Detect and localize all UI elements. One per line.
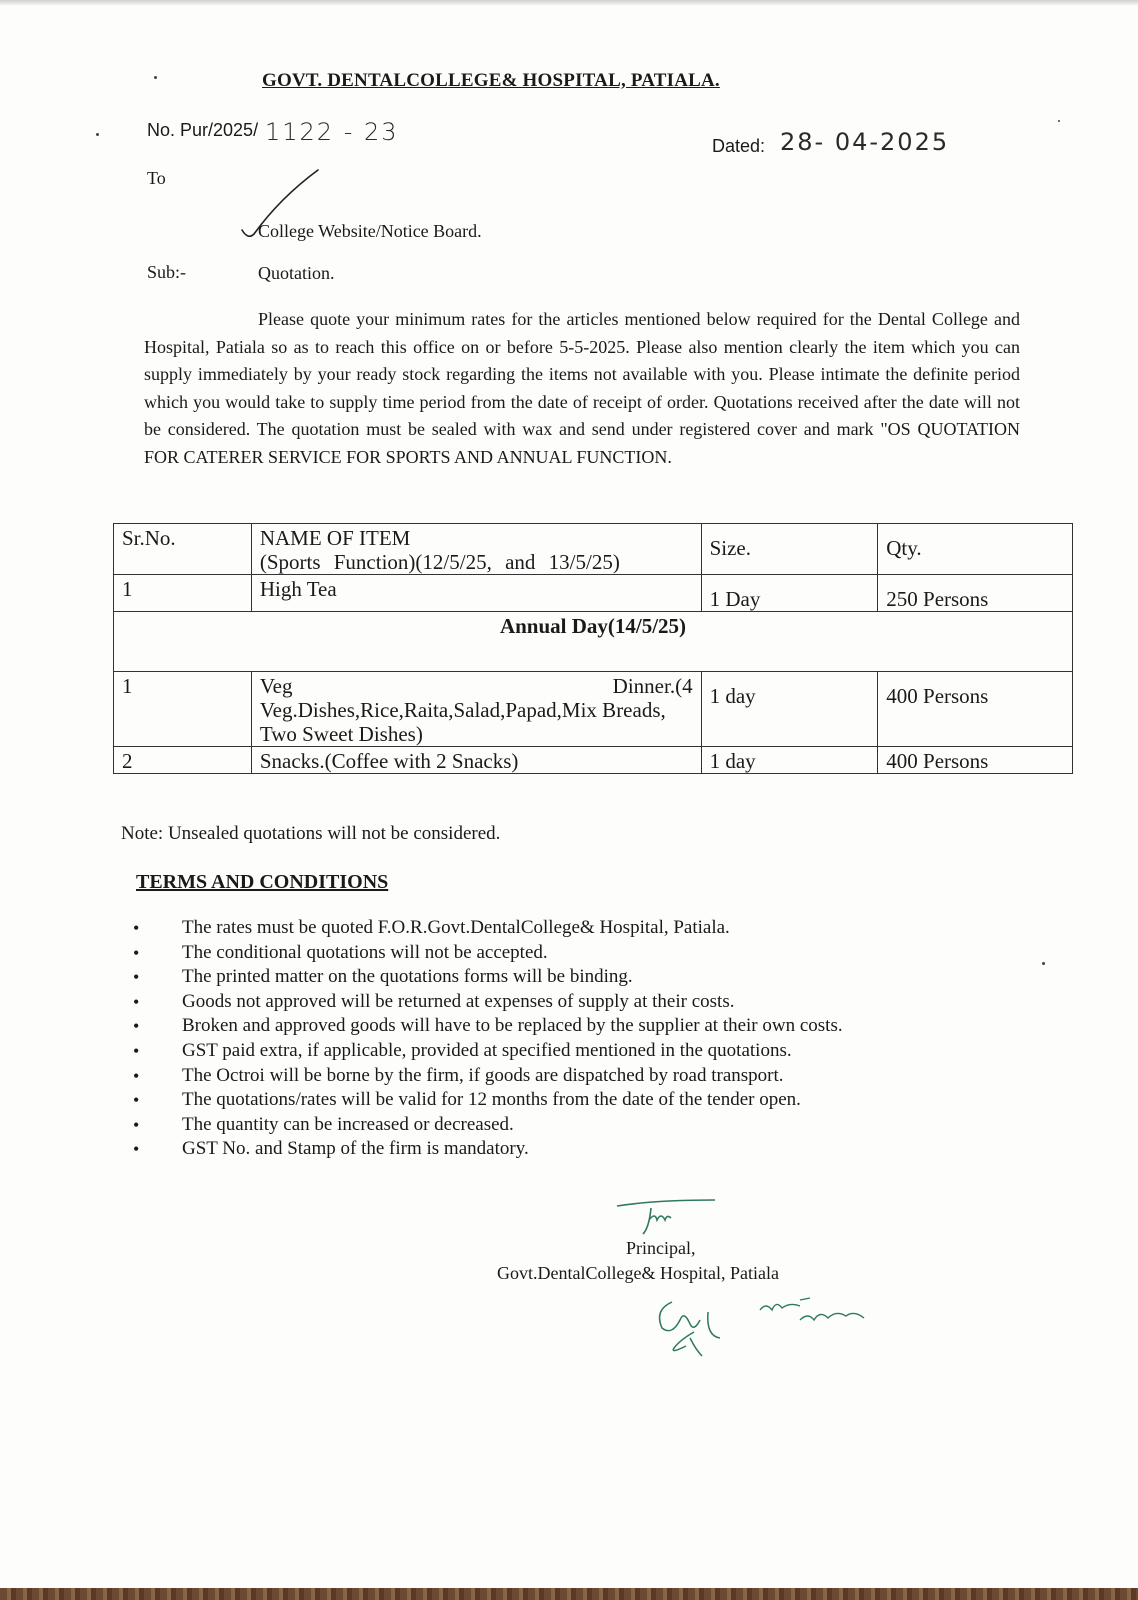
body-paragraph: Please quote your minimum rates for the articles mentioned below required for the Dental College and Hospital, Patiala so as to reach this office on or before 5-5-2025. Please also mention clearly the item which you can supply immediately by your ready stock regarding the items not available with you. Please intimate the definite period which you would take to supply time period from the date of receipt of order. Quotations received after the date will not be considered. The quotation must be sealed with wax and send under registered cover and mark "OS QUOTATION FOR CATERER SERVICE FOR SPORTS AND ANNUAL FUNCTION.: [144, 309, 1020, 467]
dated-value-handwritten: 28- 04-2025: [780, 128, 950, 156]
principal-signature-icon: [615, 1198, 725, 1243]
row-item: Snacks.(Coffee with 2 Snacks): [251, 747, 701, 774]
header-item-line1: NAME OF ITEM: [259, 526, 411, 550]
scan-speck: [1042, 962, 1045, 965]
bullet-icon: •: [133, 1139, 140, 1160]
term-text: GST No. and Stamp of the firm is mandatory.: [182, 1138, 529, 1160]
scan-speck: [154, 76, 157, 79]
terms-list: [133, 916, 1033, 1162]
row-item-right: Dinner.(4: [612, 674, 693, 698]
header-item: [251, 524, 701, 575]
bullet-icon: •: [133, 967, 140, 988]
row-item-left: Veg: [259, 674, 293, 698]
list-item: [133, 1113, 1033, 1138]
list-item: [133, 941, 1033, 966]
list-item: [133, 990, 1033, 1015]
addressee: College Website/Notice Board.: [258, 221, 482, 241]
row-size: 1 day: [701, 747, 878, 774]
header-qty: Qty.: [878, 524, 1073, 575]
terms-heading: TERMS AND CONDITIONS: [136, 871, 389, 893]
list-item: [133, 1088, 1033, 1113]
row-sr: 2: [114, 747, 252, 774]
bullet-icon: •: [133, 1114, 140, 1135]
term-text: Broken and approved goods will have to be replaced by the supplier at their own costs.: [182, 1015, 843, 1037]
dated-label: Dated:: [712, 136, 766, 156]
term-text: The quantity can be increased or decreased.: [182, 1113, 514, 1135]
term-text: The Octroi will be borne by the firm, if goods are dispatched by road transport.: [182, 1064, 784, 1086]
to-label: To: [147, 168, 166, 188]
list-item: [133, 1064, 1033, 1089]
bullet-icon: •: [133, 1090, 140, 1111]
table-header-row: [114, 524, 1073, 575]
table-note: Note: Unsealed quotations will not be considered.: [121, 823, 501, 844]
term-text: The printed matter on the quotations forms will be binding.: [182, 966, 633, 988]
header-item-line2: (Sports Function)(12/5/25, and 13/5/25): [259, 550, 620, 574]
annual-day-heading: Annual Day(14/5/25): [114, 612, 1073, 672]
reference-label: No. Pur/2025/: [147, 120, 259, 140]
list-item: [133, 916, 1033, 941]
bullet-icon: •: [133, 1040, 140, 1061]
row-item: [251, 672, 701, 747]
signatory-office: Govt.DentalCollege& Hospital, Patiala: [497, 1263, 779, 1283]
row-qty: 250 Persons: [878, 575, 1073, 612]
annual-day-section-row: [114, 612, 1073, 672]
header-sr-no: Sr.No.: [114, 524, 252, 575]
scan-speck: [1058, 120, 1060, 122]
row-qty: 400 Persons: [878, 672, 1073, 747]
term-text: The rates must be quoted F.O.R.Govt.DentalCollege& Hospital, Patiala.: [182, 917, 730, 938]
term-text: The conditional quotations will not be accepted.: [182, 941, 548, 963]
bullet-icon: •: [133, 918, 140, 938]
list-item: [133, 1039, 1033, 1064]
list-item: [133, 1014, 1033, 1039]
row-qty: 400 Persons: [878, 747, 1073, 774]
document-title: GOVT. DENTALCOLLEGE& HOSPITAL, PATIALA.: [262, 70, 720, 91]
term-text: GST paid extra, if applicable, provided at specified mentioned in the quotations.: [182, 1039, 792, 1061]
bullet-icon: •: [133, 1016, 140, 1037]
row-size: 1 day: [701, 672, 878, 747]
scan-bottom-edge: [0, 1588, 1138, 1600]
bullet-icon: •: [133, 942, 140, 963]
scan-top-edge: [0, 0, 1138, 6]
table-row: [114, 575, 1073, 612]
row-size: 1 Day: [701, 575, 878, 612]
list-item: [133, 965, 1033, 990]
table-row: [114, 672, 1073, 747]
row-sr: 1: [114, 575, 252, 612]
items-table: [113, 523, 1073, 774]
row-sr: 1: [114, 672, 252, 747]
signatory-designation: Principal,: [626, 1238, 696, 1258]
subject-label: Sub:-: [147, 262, 187, 282]
list-item: [133, 1137, 1033, 1162]
term-text: The quotations/rates will be valid for 12 months from the date of the tender open.: [182, 1089, 801, 1111]
term-text: Goods not approved will be returned at expenses of supply at their costs.: [182, 990, 735, 1012]
scan-speck: [96, 133, 99, 136]
table-row: [114, 747, 1073, 774]
row-item: High Tea: [251, 575, 701, 612]
header-size: Size.: [701, 524, 878, 575]
row-item-rest: Veg.Dishes,Rice,Raita,Salad,Papad,Mix Breads, Two Sweet Dishes): [259, 698, 666, 746]
reference-number-handwritten: 1122 - 23: [265, 118, 399, 146]
handwritten-initials-icon: [650, 1280, 910, 1370]
bullet-icon: •: [133, 991, 140, 1012]
subject-value: Quotation.: [258, 263, 335, 283]
bullet-icon: •: [133, 1065, 140, 1086]
